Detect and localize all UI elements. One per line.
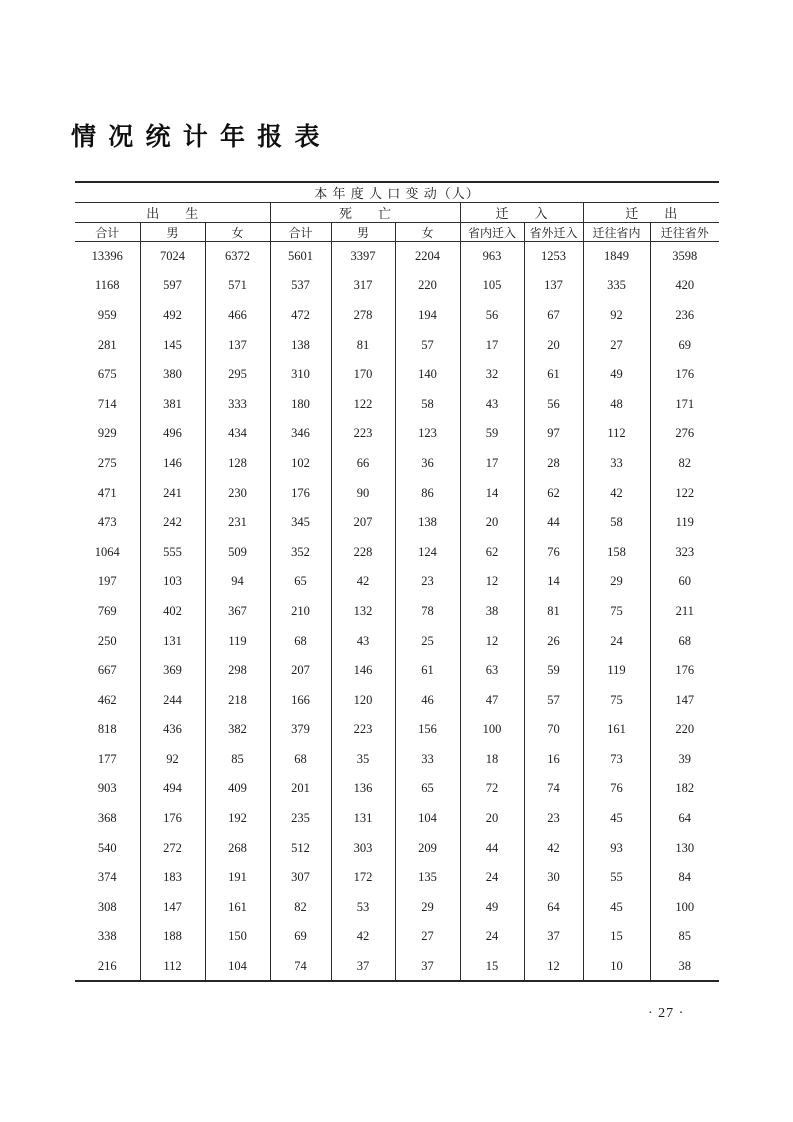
table-cell: 37 — [395, 952, 460, 982]
table-cell: 140 — [395, 360, 460, 390]
table-cell: 230 — [205, 478, 270, 508]
table-cell: 12 — [460, 626, 524, 656]
table-caption: 本 年 度 人 口 变 动（人） — [75, 182, 719, 203]
table-cell: 571 — [205, 271, 270, 301]
table-cell: 492 — [140, 301, 205, 331]
table-cell: 39 — [650, 745, 719, 775]
table-row — [75, 360, 719, 390]
table-cell: 298 — [205, 656, 270, 686]
table-cell: 207 — [331, 508, 395, 538]
table-cell: 250 — [97, 633, 117, 648]
page-number: · 27 · — [648, 1006, 685, 1021]
table-cell: 15 — [460, 952, 524, 982]
table-cell: 323 — [650, 537, 719, 567]
table-cell: 75 — [583, 597, 650, 627]
table-cell: 44 — [460, 833, 524, 863]
table-cell: 161 — [205, 893, 270, 923]
table-cell: 1849 — [583, 242, 650, 272]
group-header-row — [75, 203, 719, 223]
table-cell: 333 — [205, 389, 270, 419]
table-cell: 352 — [270, 537, 331, 567]
table-cell: 47 — [460, 685, 524, 715]
table-cell: 104 — [395, 804, 460, 834]
table-cell: 1168 — [94, 278, 120, 293]
table-cell: 295 — [205, 360, 270, 390]
table-cell: 462 — [97, 692, 117, 707]
table-cell: 44 — [524, 508, 583, 538]
table-cell: 48 — [583, 389, 650, 419]
table-row — [75, 685, 719, 715]
table-cell: 42 — [524, 833, 583, 863]
table-cell: 84 — [650, 863, 719, 893]
table-cell: 137 — [524, 271, 583, 301]
table-cell: 120 — [331, 685, 395, 715]
table-cell: 177 — [97, 751, 117, 766]
table-cell: 57 — [524, 685, 583, 715]
table-cell: 55 — [583, 863, 650, 893]
table-cell: 220 — [395, 271, 460, 301]
table-cell: 172 — [331, 863, 395, 893]
table-cell: 29 — [395, 893, 460, 923]
table-cell: 156 — [395, 715, 460, 745]
table-cell: 10 — [583, 952, 650, 982]
table-cell: 67 — [524, 301, 583, 331]
table-cell: 76 — [583, 774, 650, 804]
table-cell: 308 — [97, 899, 117, 914]
table-cell: 61 — [395, 656, 460, 686]
table-cell: 33 — [583, 449, 650, 479]
table-row — [75, 419, 719, 449]
table-cell: 78 — [395, 597, 460, 627]
table-cell: 281 — [97, 337, 117, 352]
table-cell: 119 — [583, 656, 650, 686]
table-cell: 82 — [650, 449, 719, 479]
table-cell: 42 — [331, 922, 395, 952]
table-cell: 223 — [331, 715, 395, 745]
table-cell: 23 — [524, 804, 583, 834]
table-cell: 176 — [270, 478, 331, 508]
table-cell: 57 — [395, 330, 460, 360]
table-cell: 166 — [270, 685, 331, 715]
column-header-birth-female: 女 — [205, 223, 270, 242]
table-cell: 64 — [650, 804, 719, 834]
table-cell: 236 — [650, 301, 719, 331]
table-row — [75, 449, 719, 479]
table-row — [75, 271, 719, 301]
table-cell: 42 — [583, 478, 650, 508]
table-cell: 62 — [460, 537, 524, 567]
table-body — [75, 242, 719, 982]
table-cell: 380 — [140, 360, 205, 390]
table-cell: 16 — [524, 745, 583, 775]
table-row — [75, 952, 719, 982]
table-row — [75, 893, 719, 923]
table-cell: 346 — [270, 419, 331, 449]
table-cell: 13396 — [91, 249, 123, 264]
table-cell: 369 — [140, 656, 205, 686]
table-cell: 7024 — [140, 242, 205, 272]
table-cell: 197 — [97, 574, 117, 589]
table-cell: 97 — [524, 419, 583, 449]
table-cell: 82 — [270, 893, 331, 923]
table-cell: 194 — [395, 301, 460, 331]
table-cell: 81 — [524, 597, 583, 627]
table-cell: 56 — [524, 389, 583, 419]
table-cell: 278 — [331, 301, 395, 331]
table-cell: 310 — [270, 360, 331, 390]
table-container — [75, 181, 719, 982]
table-cell: 379 — [270, 715, 331, 745]
table-cell: 471 — [97, 485, 117, 500]
table-cell: 675 — [97, 367, 117, 382]
table-cell: 929 — [97, 426, 117, 441]
table-cell: 509 — [205, 537, 270, 567]
table-cell: 540 — [97, 840, 117, 855]
table-cell: 64 — [524, 893, 583, 923]
table-cell: 220 — [650, 715, 719, 745]
table-cell: 69 — [650, 330, 719, 360]
table-cell: 65 — [270, 567, 331, 597]
table-row — [75, 478, 719, 508]
table-cell: 100 — [460, 715, 524, 745]
column-header-birth-male: 男 — [140, 223, 205, 242]
table-cell: 45 — [583, 893, 650, 923]
population-change-table — [75, 181, 719, 982]
table-cell: 335 — [583, 271, 650, 301]
table-cell: 667 — [97, 663, 117, 678]
table-cell: 74 — [524, 774, 583, 804]
table-cell: 49 — [583, 360, 650, 390]
table-cell: 963 — [460, 242, 524, 272]
table-cell: 38 — [650, 952, 719, 982]
table-cell: 72 — [460, 774, 524, 804]
table-cell: 76 — [524, 537, 583, 567]
table-cell: 17 — [460, 449, 524, 479]
table-cell: 472 — [270, 301, 331, 331]
table-row — [75, 774, 719, 804]
table-cell: 368 — [97, 811, 117, 826]
table-cell: 2204 — [395, 242, 460, 272]
table-cell: 473 — [97, 515, 117, 530]
table-cell: 90 — [331, 478, 395, 508]
table-cell: 85 — [205, 745, 270, 775]
group-header-death: 死 亡 — [270, 203, 460, 223]
table-cell: 68 — [270, 626, 331, 656]
table-row — [75, 301, 719, 331]
table-cell: 68 — [270, 745, 331, 775]
table-row — [75, 537, 719, 567]
table-cell: 6372 — [205, 242, 270, 272]
table-cell: 241 — [140, 478, 205, 508]
table-cell: 207 — [270, 656, 331, 686]
table-cell: 235 — [270, 804, 331, 834]
table-cell: 5601 — [270, 242, 331, 272]
table-cell: 81 — [331, 330, 395, 360]
table-cell: 402 — [140, 597, 205, 627]
table-cell: 145 — [140, 330, 205, 360]
table-cell: 92 — [140, 745, 205, 775]
group-header-move-in: 迁 入 — [460, 203, 583, 223]
table-cell: 135 — [395, 863, 460, 893]
table-cell: 49 — [460, 893, 524, 923]
table-cell: 63 — [460, 656, 524, 686]
table-cell: 244 — [140, 685, 205, 715]
table-cell: 434 — [205, 419, 270, 449]
column-header-death-total: 合计 — [270, 223, 331, 242]
table-cell: 74 — [270, 952, 331, 982]
table-cell: 37 — [331, 952, 395, 982]
table-cell: 17 — [460, 330, 524, 360]
table-cell: 14 — [524, 567, 583, 597]
table-cell: 112 — [140, 952, 205, 982]
table-cell: 65 — [395, 774, 460, 804]
table-cell: 147 — [140, 893, 205, 923]
column-header-movein-outside: 省外迁入 — [524, 223, 583, 242]
table-cell: 14 — [460, 478, 524, 508]
table-cell: 37 — [524, 922, 583, 952]
table-cell: 268 — [205, 833, 270, 863]
table-cell: 23 — [395, 567, 460, 597]
table-cell: 20 — [524, 330, 583, 360]
table-row — [75, 745, 719, 775]
table-cell: 92 — [583, 301, 650, 331]
column-header-row — [75, 223, 719, 242]
table-cell: 537 — [270, 271, 331, 301]
table-cell: 33 — [395, 745, 460, 775]
table-cell: 66 — [331, 449, 395, 479]
table-cell: 93 — [583, 833, 650, 863]
group-header-move-out: 迁 出 — [583, 203, 719, 223]
table-cell: 69 — [270, 922, 331, 952]
table-cell: 29 — [583, 567, 650, 597]
table-cell: 374 — [97, 870, 117, 885]
table-cell: 171 — [650, 389, 719, 419]
table-cell: 24 — [460, 922, 524, 952]
table-cell: 147 — [650, 685, 719, 715]
table-cell: 150 — [205, 922, 270, 952]
table-cell: 1253 — [524, 242, 583, 272]
column-header-birth-total: 合计 — [75, 223, 140, 242]
table-cell: 272 — [140, 833, 205, 863]
table-cell: 61 — [524, 360, 583, 390]
table-cell: 3397 — [331, 242, 395, 272]
table-row — [75, 597, 719, 627]
table-row — [75, 567, 719, 597]
table-cell: 209 — [395, 833, 460, 863]
table-cell: 176 — [140, 804, 205, 834]
table-cell: 176 — [650, 360, 719, 390]
table-cell: 42 — [331, 567, 395, 597]
table-row — [75, 922, 719, 952]
table-cell: 409 — [205, 774, 270, 804]
table-cell: 317 — [331, 271, 395, 301]
column-header-moveout-outside: 迁往省外 — [650, 223, 719, 242]
table-cell: 436 — [140, 715, 205, 745]
table-cell: 182 — [650, 774, 719, 804]
table-cell: 18 — [460, 745, 524, 775]
table-row — [75, 389, 719, 419]
table-cell: 161 — [583, 715, 650, 745]
table-cell: 959 — [97, 307, 117, 322]
table-cell: 146 — [140, 449, 205, 479]
table-cell: 210 — [270, 597, 331, 627]
table-cell: 769 — [97, 603, 117, 618]
table-cell: 60 — [650, 567, 719, 597]
table-cell: 58 — [583, 508, 650, 538]
table-cell: 597 — [140, 271, 205, 301]
table-cell: 58 — [395, 389, 460, 419]
table-cell: 45 — [583, 804, 650, 834]
table-cell: 146 — [331, 656, 395, 686]
table-cell: 137 — [205, 330, 270, 360]
column-header-death-male: 男 — [331, 223, 395, 242]
table-cell: 43 — [460, 389, 524, 419]
table-row — [75, 833, 719, 863]
table-cell: 228 — [331, 537, 395, 567]
table-cell: 28 — [524, 449, 583, 479]
table-cell: 24 — [460, 863, 524, 893]
table-cell: 124 — [395, 537, 460, 567]
table-cell: 112 — [583, 419, 650, 449]
table-cell: 59 — [524, 656, 583, 686]
table-cell: 494 — [140, 774, 205, 804]
table-cell: 231 — [205, 508, 270, 538]
table-cell: 138 — [270, 330, 331, 360]
table-cell: 818 — [97, 722, 117, 737]
table-cell: 15 — [583, 922, 650, 952]
column-header-death-female: 女 — [395, 223, 460, 242]
table-row — [75, 508, 719, 538]
table-cell: 345 — [270, 508, 331, 538]
table-cell: 211 — [650, 597, 719, 627]
table-row — [75, 804, 719, 834]
table-cell: 3598 — [650, 242, 719, 272]
table-cell: 223 — [331, 419, 395, 449]
caption-row — [75, 182, 719, 203]
table-cell: 38 — [460, 597, 524, 627]
table-cell: 180 — [270, 389, 331, 419]
table-cell: 170 — [331, 360, 395, 390]
table-cell: 276 — [650, 419, 719, 449]
table-cell: 1064 — [94, 544, 120, 559]
table-cell: 103 — [140, 567, 205, 597]
table-cell: 382 — [205, 715, 270, 745]
table-cell: 73 — [583, 745, 650, 775]
table-cell: 119 — [650, 508, 719, 538]
table-header — [75, 182, 719, 242]
table-cell: 62 — [524, 478, 583, 508]
table-cell: 20 — [460, 804, 524, 834]
table-cell: 128 — [205, 449, 270, 479]
table-cell: 218 — [205, 685, 270, 715]
table-cell: 27 — [583, 330, 650, 360]
table-cell: 191 — [205, 863, 270, 893]
table-cell: 53 — [331, 893, 395, 923]
table-cell: 102 — [270, 449, 331, 479]
table-cell: 100 — [650, 893, 719, 923]
table-cell: 25 — [395, 626, 460, 656]
table-cell: 30 — [524, 863, 583, 893]
table-cell: 59 — [460, 419, 524, 449]
group-header-birth: 出 生 — [75, 203, 270, 223]
table-cell: 132 — [331, 597, 395, 627]
table-cell: 555 — [140, 537, 205, 567]
table-cell: 338 — [97, 929, 117, 944]
table-cell: 192 — [205, 804, 270, 834]
table-row — [75, 330, 719, 360]
table-row — [75, 656, 719, 686]
table-cell: 35 — [331, 745, 395, 775]
table-cell: 420 — [650, 271, 719, 301]
table-cell: 36 — [395, 449, 460, 479]
table-cell: 94 — [205, 567, 270, 597]
table-cell: 714 — [97, 396, 117, 411]
column-header-movein-province: 省内迁入 — [460, 223, 524, 242]
table-cell: 131 — [331, 804, 395, 834]
table-cell: 104 — [205, 952, 270, 982]
page-title: 情 况 统 计 年 报 表 — [71, 124, 323, 151]
table-cell: 512 — [270, 833, 331, 863]
table-row — [75, 863, 719, 893]
table-cell: 75 — [583, 685, 650, 715]
table-cell: 381 — [140, 389, 205, 419]
table-cell: 122 — [650, 478, 719, 508]
table-cell: 12 — [524, 952, 583, 982]
table-cell: 119 — [205, 626, 270, 656]
table-cell: 12 — [460, 567, 524, 597]
table-cell: 307 — [270, 863, 331, 893]
table-cell: 56 — [460, 301, 524, 331]
table-cell: 85 — [650, 922, 719, 952]
table-row — [75, 626, 719, 656]
table-cell: 86 — [395, 478, 460, 508]
table-cell: 188 — [140, 922, 205, 952]
table-cell: 496 — [140, 419, 205, 449]
table-cell: 176 — [650, 656, 719, 686]
table-cell: 242 — [140, 508, 205, 538]
table-cell: 136 — [331, 774, 395, 804]
table-cell: 131 — [140, 626, 205, 656]
table-cell: 46 — [395, 685, 460, 715]
table-cell: 201 — [270, 774, 331, 804]
table-cell: 275 — [97, 455, 117, 470]
table-row — [75, 242, 719, 272]
table-cell: 26 — [524, 626, 583, 656]
table-cell: 158 — [583, 537, 650, 567]
table-cell: 68 — [650, 626, 719, 656]
table-cell: 303 — [331, 833, 395, 863]
table-cell: 466 — [205, 301, 270, 331]
table-cell: 105 — [460, 271, 524, 301]
table-cell: 183 — [140, 863, 205, 893]
table-cell: 903 — [97, 781, 117, 796]
table-row — [75, 715, 719, 745]
table-cell: 216 — [97, 958, 117, 973]
table-cell: 130 — [650, 833, 719, 863]
table-cell: 70 — [524, 715, 583, 745]
table-cell: 123 — [395, 419, 460, 449]
table-cell: 138 — [395, 508, 460, 538]
table-cell: 122 — [331, 389, 395, 419]
table-cell: 367 — [205, 597, 270, 627]
table-cell: 32 — [460, 360, 524, 390]
column-header-moveout-province: 迁往省内 — [583, 223, 650, 242]
table-cell: 20 — [460, 508, 524, 538]
table-cell: 24 — [583, 626, 650, 656]
table-cell: 43 — [331, 626, 395, 656]
table-cell: 27 — [395, 922, 460, 952]
